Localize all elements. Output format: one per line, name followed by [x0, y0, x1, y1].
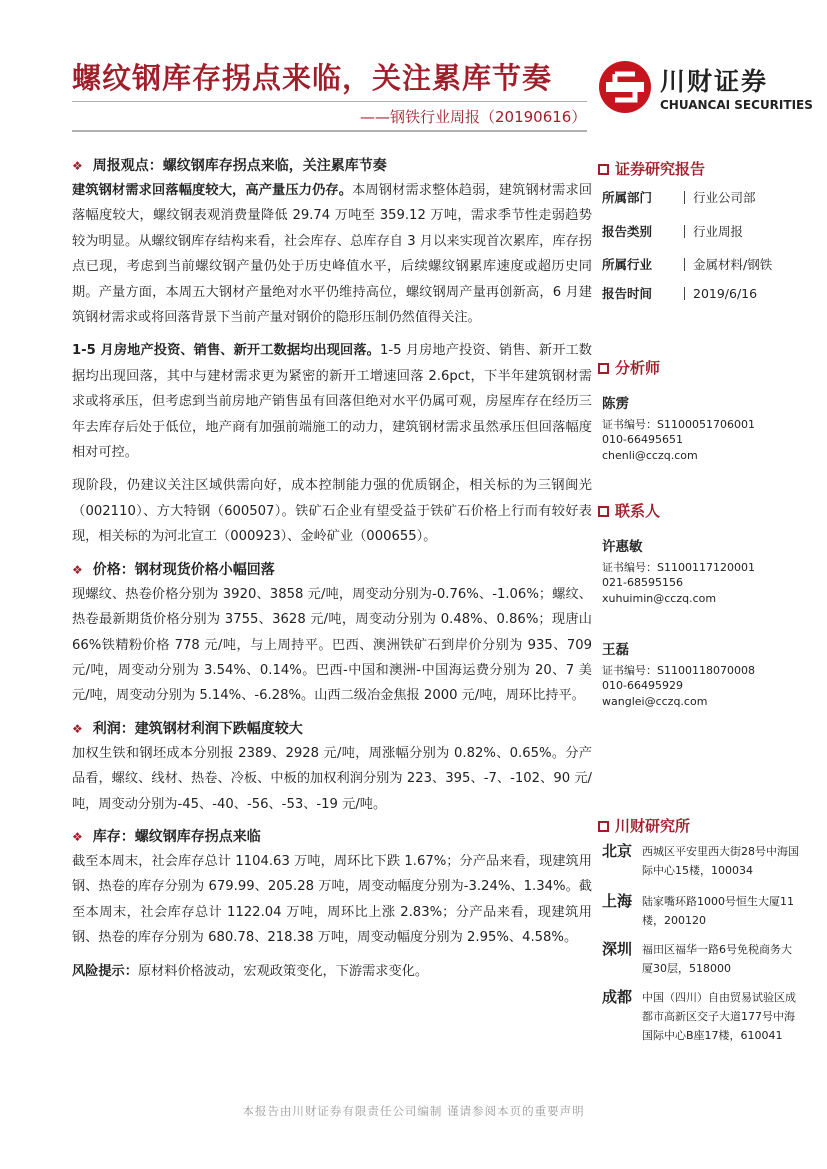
- section-heading: ❖ 库存：螺纹钢库存拐点来临: [72, 828, 261, 845]
- email-link[interactable]: xuhuimin@cczq.com: [602, 591, 717, 605]
- analyst-card: 陈雳 证书编号：S1100051706001 010-66495651 chenli@cczq.com: [602, 396, 755, 462]
- institute-heading: 川财研究所: [598, 815, 690, 837]
- info-row-date: 报告时间 2019/6/16: [602, 286, 758, 301]
- contact-heading: 联系人: [598, 500, 660, 522]
- section-heading: ❖ 利润：建筑钢材利润下跌幅度较大: [72, 720, 303, 737]
- report-title: 螺纹钢库存拐点来临，关注累库节奏: [72, 61, 553, 95]
- email-link[interactable]: wanglei@cczq.com: [602, 694, 708, 708]
- title-rule-top: [72, 101, 587, 102]
- report-subtitle: ——钢铁行业周报（20190616）: [360, 108, 587, 126]
- diamond-bullet-icon: ❖: [72, 159, 83, 173]
- paragraph: 1-5 月房地产投资、销售、新开工数据均出现回落。1-5 月房地产投资、销售、新开工数据均出现回落，其中与建材需求更为紧密的新开工增速回落 2.6pct，下半年建筑钢材需求或将承压，但考虑到当前房地产销售虽有回落但绝对水平仍属可观，房屋库存在经历三年去库存后处于低位，地产商有加强前端施工的动力，建筑钢材需求虽然承压但回落幅度相对可控。: [72, 343, 592, 461]
- diamond-bullet-icon: ❖: [72, 721, 83, 736]
- paragraph: 截至本周末，社会库存总计 1104.63 万吨，周环比下跌 1.67%；分产品来看，现建筑用钢、热卷的库存分别为 679.99、205.28 万吨，周变动幅度分别为-3.24%、1.34%。截至本周末，社会库存总计 1122.04 万吨，周环比上涨 2.83%；分产品来看，现建筑用钢、热卷的库存分别为 680.78、218.38 万吨，周变动幅度分别为 2.95%、4.58%。: [72, 853, 592, 946]
- title-rule-bottom: [72, 130, 587, 132]
- risk-warning: 风险提示：原材料价格波动，宏观政策变化，下游需求变化。: [72, 963, 429, 979]
- report-heading: 证券研究报告: [598, 158, 705, 180]
- diamond-bullet-icon: ❖: [72, 562, 83, 577]
- square-bullet-icon: [598, 506, 609, 517]
- logo-text-cn: 川财证券: [660, 67, 769, 96]
- logo-mark-icon: [598, 60, 652, 114]
- info-row-department: 所属部门 行业公司部: [602, 190, 756, 205]
- contact-card: 许惠敏 证书编号：S1100117120001 021-68595156 xuhuimin@cczq.com: [602, 539, 755, 605]
- info-row-industry: 所属行业 金属材料/钢铁: [602, 257, 773, 272]
- square-bullet-icon: [598, 164, 609, 175]
- paragraph: 加权生铁和钢坯成本分别报 2389、2928 元/吨，周涨幅分别为 0.82%、0.65%。分产品看，螺纹、线材、热卷、冷板、中板的加权利润分别为 223、395、-7、-102、90 元/吨，周变动分别为-45、-40、-56、-53、-19 元/吨。: [72, 745, 592, 812]
- info-row-category: 报告类别 行业周报: [602, 224, 744, 239]
- paragraph: 现阶段，仍建议关注区域供需向好，成本控制能力强的优质钢企，相关标的为三钢闽光（002110）、方大特钢（600507）。铁矿石企业有望受益于铁矿石价格上行而有较好表现，相关标的为河北宣工（000923）、金岭矿业（000655）。: [72, 478, 592, 545]
- email-link[interactable]: chenli@cczq.com: [602, 448, 698, 462]
- main-column: [72, 150, 592, 992]
- contact-card: 王磊 证书编号：S1100118070008 010-66495929 wanglei@cczq.com: [602, 642, 755, 708]
- paragraph: 建筑钢材需求回落幅度较大，高产量压力仍存。本周钢材需求整体趋弱，建筑钢材需求回落幅度较大，螺纹钢表观消费量降低 29.74 万吨至 359.12 万吨，需求季节性走弱趋势较为明显。从螺纹钢库存结构来看，社会库存、总库存自 3 月以来实现首次累库，库存拐点已现，考虑到当前螺纹钢产量仍处于历史峰值水平，后续螺纹钢累库速度或超历史同期。产量方面，本周五大钢材产量绝对水平仍维持高位，螺纹钢周产量再创新高，6 月建筑钢材需求或将回落背景下当前产量对钢价的隐形压制仍然值得关注。: [72, 183, 593, 326]
- footer-disclaimer: 本报告由川财证券有限责任公司编制 谨请参阅本页的重要声明: [242, 1104, 585, 1118]
- diamond-bullet-icon: ❖: [72, 829, 83, 844]
- section-heading: ❖ 周报观点：螺纹钢库存拐点来临，关注累库节奏: [72, 158, 387, 174]
- paragraph: 现螺纹、热卷价格分别为 3920、3858 元/吨，周变动分别为-0.76%、-1.06%；螺纹、热卷最新期货价格分别为 3755、3628 元/吨，周变动分别为 0.48%、0.86%；现唐山 66%铁精粉价格 778 元/吨，与上周持平。巴西、澳洲铁矿石到岸价分别为 935、709 元/吨，周变动分别为 3.54%、0.14%。巴西-中国和澳洲-中国海运费分别为 20、7 美元/吨，周变动分别为 5.14%、-6.28%。山西二级冶金焦报 2000 元/吨，周环比持平。: [72, 586, 592, 704]
- analyst-heading: 分析师: [598, 357, 660, 379]
- square-bullet-icon: [598, 363, 609, 374]
- logo-text-en: CHUANCAI SECURITIES: [660, 98, 813, 112]
- section-heading: ❖ 价格：钢材现货价格小幅回落: [72, 561, 275, 578]
- square-bullet-icon: [598, 821, 609, 832]
